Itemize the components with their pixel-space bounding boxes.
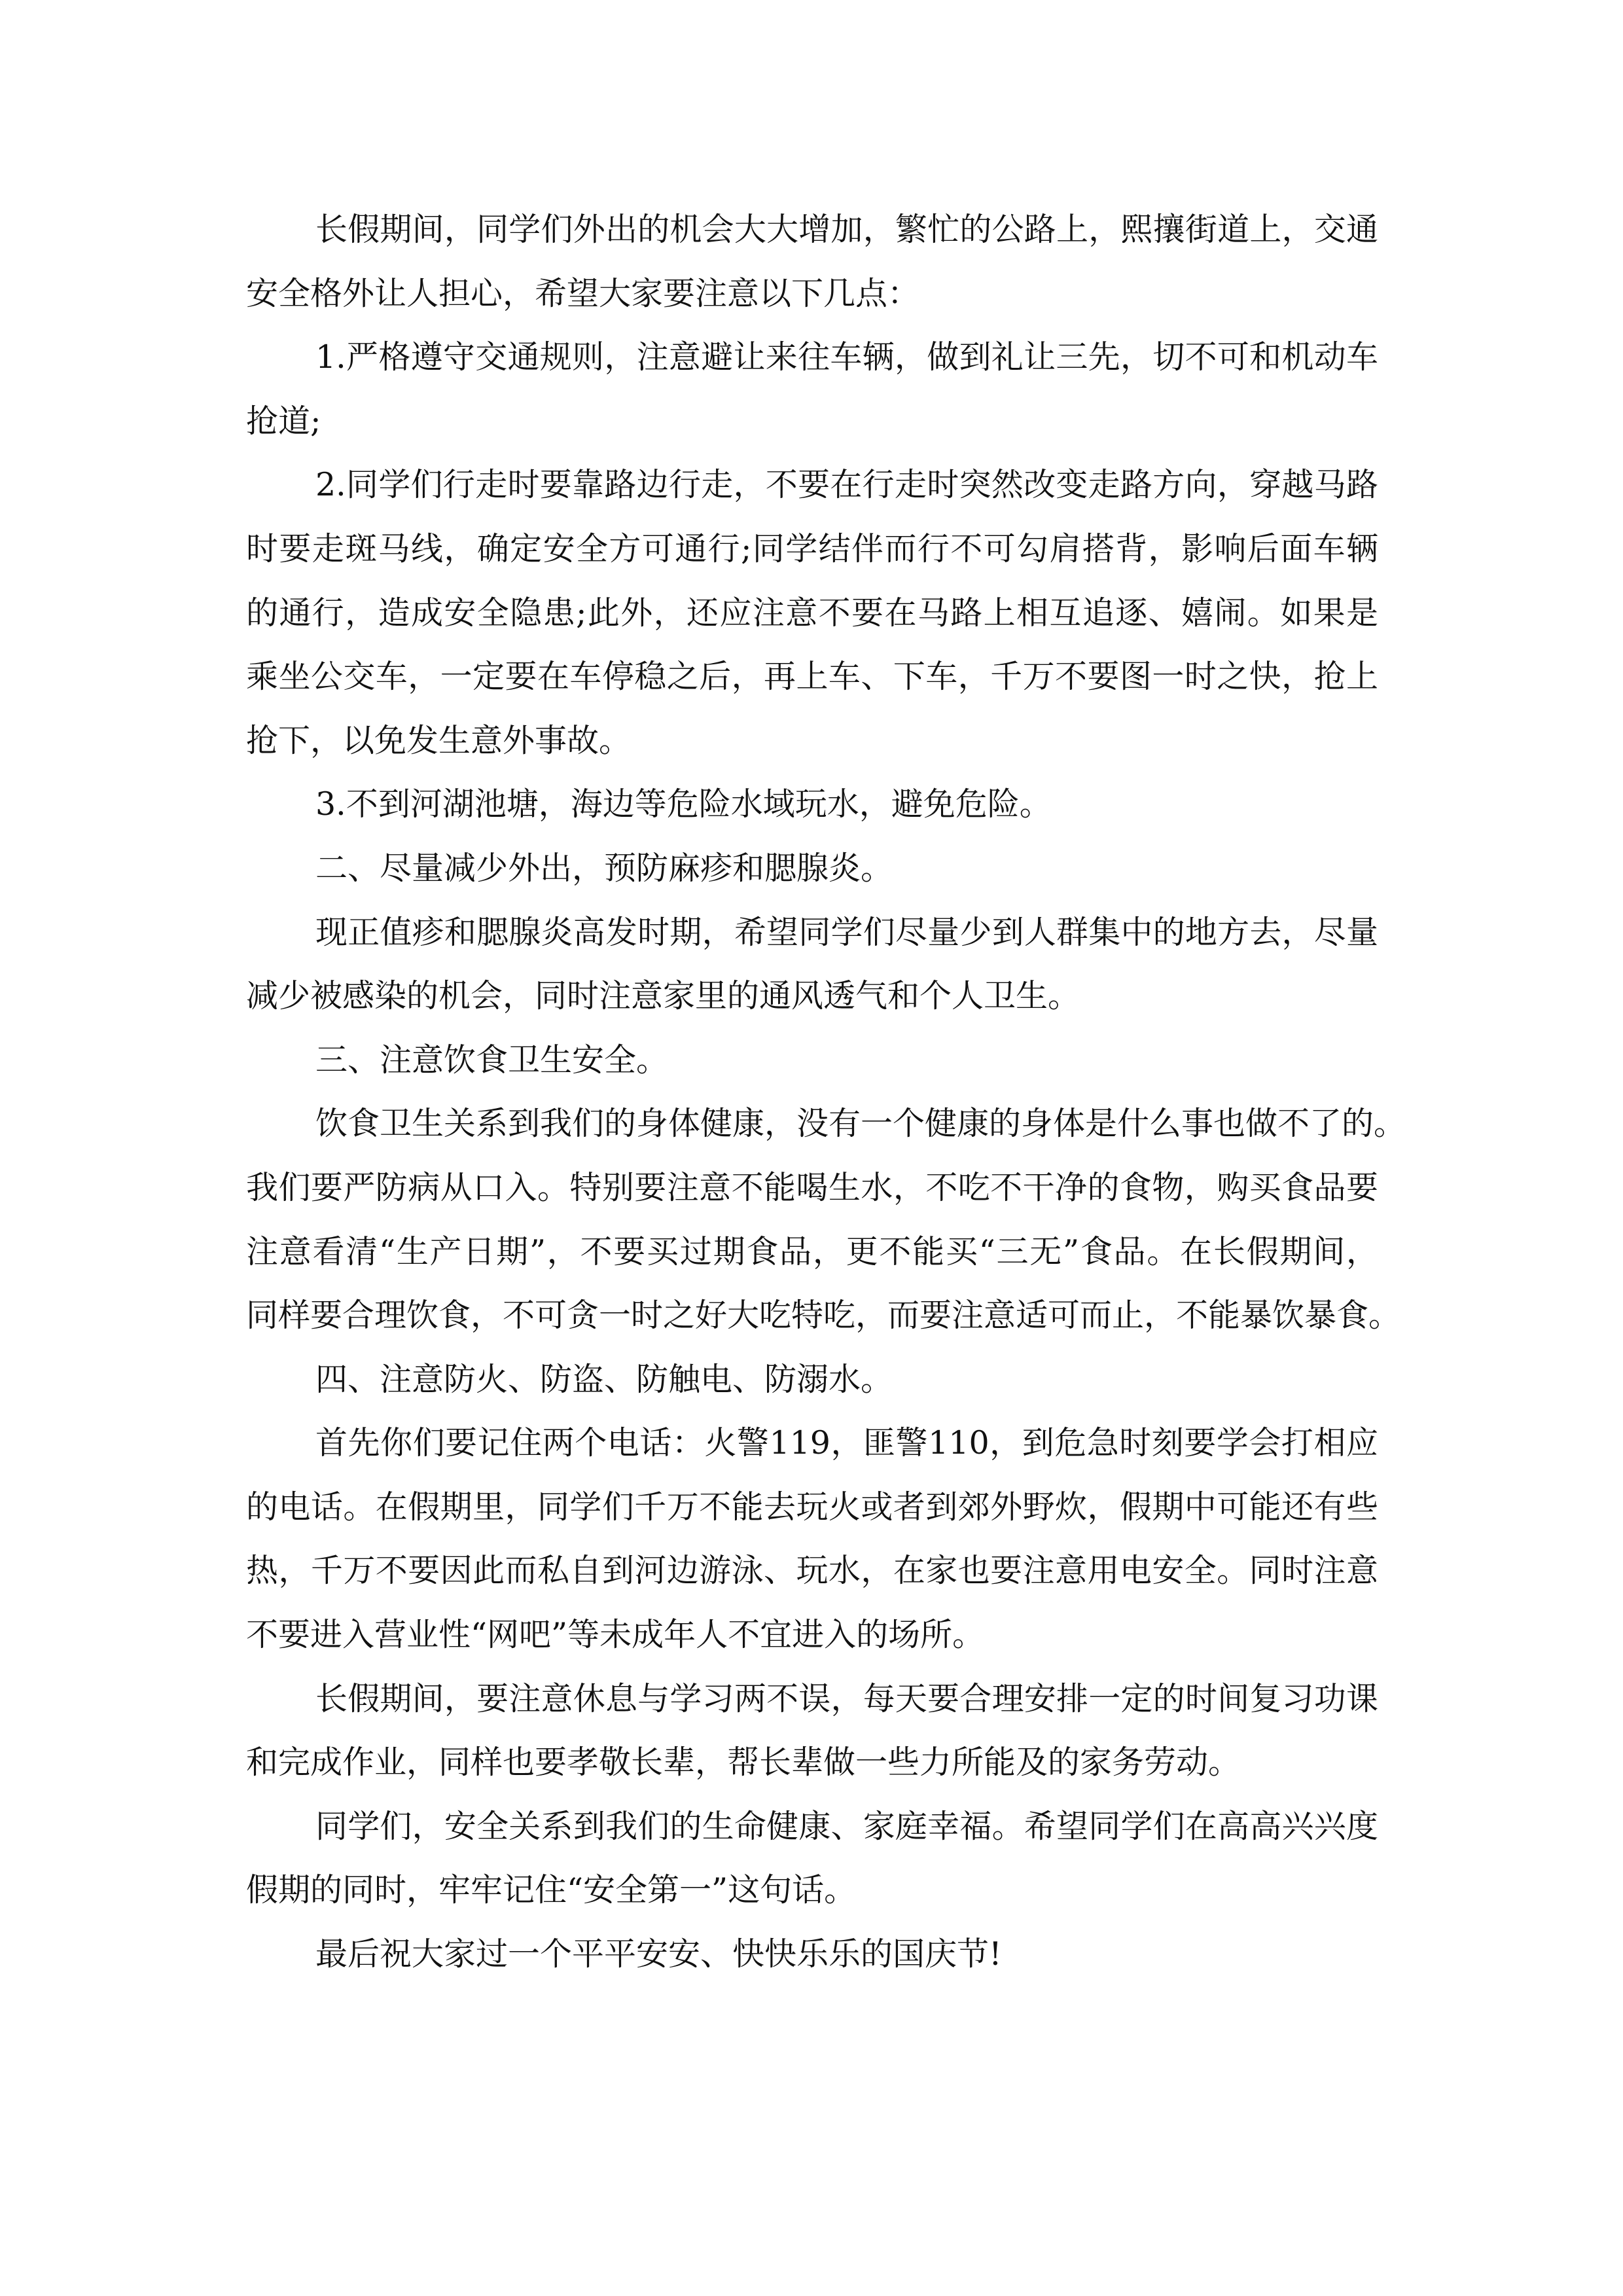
paragraph <box>246 1795 1378 1922</box>
text-line: 不要进入营业性“网吧”等未成年人不宜进入的场所。 <box>246 1616 985 1654</box>
text-line: 同样要合理饮食，不可贪一时之好大吃特吃，而要注意适可而止，不能暴饮暴食。 <box>246 1297 1401 1335</box>
text-line: 饮食卫生关系到我们的身体健康，没有一个健康的身体是什么事也做不了的。 <box>315 1105 1406 1143</box>
text-line: 热，千万不要因此而私自到河边游泳、玩水，在家也要注意用电安全。同时注意 <box>246 1552 1378 1590</box>
text-line: 3.不到河湖池塘，海边等危险水域玩水，避免危险。 <box>315 785 1052 823</box>
text-line: 乘坐公交车，一定要在车停稳之后，再上车、下车，千万不要图一时之快，抢上 <box>246 658 1378 696</box>
text-line: 抢下，以免发生意外事故。 <box>246 721 632 759</box>
text-line: 的电话。在假期里，同学们千万不能去玩火或者到郊外野炊，假期中可能还有些 <box>246 1488 1378 1526</box>
text-line: 现正值疹和腮腺炎高发时期，希望同学们尽量少到人群集中的地方去，尽量 <box>315 913 1378 951</box>
paragraph <box>246 325 1378 453</box>
text-line: 首先你们要记住两个电话：火警119，匪警110，到危急时刻要学会打相应 <box>315 1424 1378 1462</box>
paragraph <box>246 1348 1378 1412</box>
text-line: 长假期间，同学们外出的机会大大增加，繁忙的公路上，熙攘街道上，交通 <box>315 211 1378 248</box>
text-line: 三、注意饮食卫生安全。 <box>315 1041 669 1079</box>
paragraph <box>246 198 1378 325</box>
text-line: 安全格外让人担心，希望大家要注意以下几点： <box>246 274 920 312</box>
paragraph <box>246 1092 1406 1347</box>
paragraph <box>246 453 1378 772</box>
text-line: 2.同学们行走时要靠路边行走，不要在行走时突然改变走路方向，穿越马路 <box>315 466 1378 504</box>
text-line: 假期的同时，牢牢记住“安全第一”这句话。 <box>246 1871 857 1909</box>
text-line: 最后祝大家过一个平平安安、快快乐乐的国庆节! <box>315 1935 1002 1973</box>
text-line: 同学们，安全关系到我们的生命健康、家庭幸福。希望同学们在高高兴兴度 <box>315 1807 1378 1845</box>
paragraph <box>246 1411 1378 1666</box>
text-line: 和完成作业，同样也要孝敬长辈，帮长辈做一些力所能及的家务劳动。 <box>246 1744 1241 1782</box>
text-line: 二、尽量减少外出，预防麻疹和腮腺炎。 <box>315 849 893 887</box>
text-line: 注意看清“生产日期”，不要买过期食品，更不能买“三无”食品。在长假期间， <box>246 1232 1378 1270</box>
text-line: 我们要严防病从口入。特别要注意不能喝生水，不吃不干净的食物，购买食品要 <box>246 1168 1378 1206</box>
paragraph <box>246 1028 1378 1092</box>
paragraph <box>246 901 1378 1028</box>
paragraph <box>246 1667 1378 1795</box>
paragraph <box>246 1922 1378 1986</box>
text-line: 抢道; <box>246 402 321 440</box>
paragraph <box>246 772 1378 836</box>
text-line: 长假期间，要注意休息与学习两不误，每天要合理安排一定的时间复习功课 <box>315 1679 1378 1717</box>
text-line: 1.严格遵守交通规则，注意避让来往车辆，做到礼让三先，切不可和机动车 <box>315 338 1378 376</box>
document-body <box>246 198 1406 1986</box>
text-line: 时要走斑马线，确定安全方可通行;同学结伴而行不可勾肩搭背，影响后面车辆 <box>246 529 1378 567</box>
text-line: 的通行，造成安全隐患;此外，还应注意不要在马路上相互追逐、嬉闹。如果是 <box>246 594 1378 632</box>
text-line: 四、注意防火、防盗、防触电、防溺水。 <box>315 1360 893 1398</box>
text-line: 减少被感染的机会，同时注意家里的通风透气和个人卫生。 <box>246 977 1080 1015</box>
paragraph <box>246 836 1378 901</box>
